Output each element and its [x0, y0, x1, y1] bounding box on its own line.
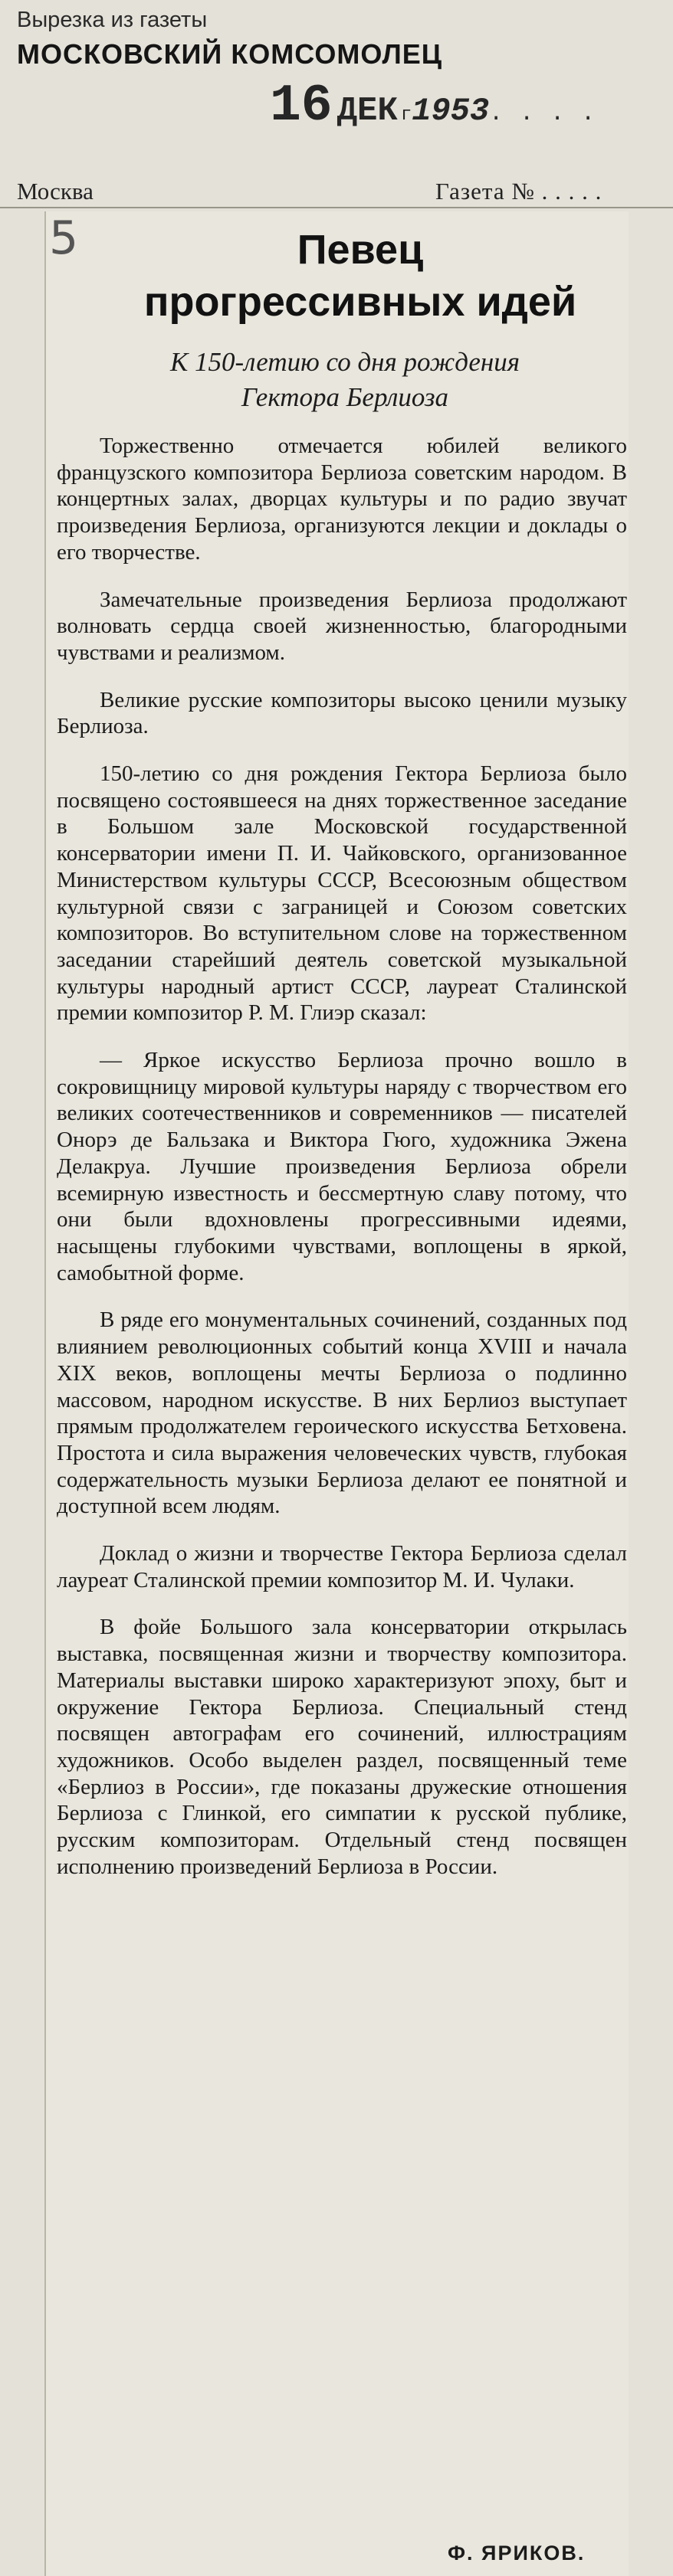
title-line-1: Певец: [297, 227, 424, 273]
stamp-dots: . . . .: [489, 101, 597, 127]
article-author: Ф. ЯРИКОВ.: [448, 2542, 586, 2565]
paragraph-4: 150-летию со дня рождения Гектора Берлиоза было посвящено состоявшееся на днях торжественное заседание в Большом зале Московской государственной консерватории имени П. И. Чайковского, организованное Министерством культуры СССР, Всесоюзным обществом культурной связи с заграницей и Союзом советских композиторов. Во вступительном слове на торжественном заседании старейший деятель советской музыкальной культуры народный артист СССР, лауреат Сталинской премии композитор Р. М. Глиэр сказал:: [57, 761, 627, 1026]
subtitle-line-1: К 150-летию со дня рождения: [169, 347, 520, 377]
subtitle-line-2: Гектора Берлиоза: [241, 382, 449, 412]
gazette-number-label: Газета № . . . . .: [435, 178, 602, 205]
clipping-label: Вырезка из газеты: [17, 8, 208, 32]
article-subtitle: [77, 345, 613, 415]
handwritten-number: 5: [49, 211, 79, 265]
city-label: Москва: [17, 178, 94, 205]
article-body: [57, 433, 627, 1900]
stamp-year: 1953: [412, 93, 490, 129]
stamp-day: 16: [270, 77, 333, 136]
paragraph-3: Великие русские композиторы высоко ценили музыку Берлиоза.: [57, 687, 627, 739]
paragraph-5-quote: — Яркое искусство Берлиоза прочно вошло в сокровищницу мировой культуры наряду с творчеством его великих соотечественников и современников — писателей Онорэ де Бальзака и Виктора Гюго, художника Эжена Делакруа. Лучшие произведения Берлиоза обрели всемирную известность и бессмертную славу потому, что они были вдохновлены прогрессивными идеями, насыщены глубокими чувствами, воплощены в яркой, самобытной форме.: [57, 1048, 627, 1285]
paragraph-2: Замечательные произведения Берлиоза продолжают волновать сердца своей жизненностью, благородными чувствами и реализмом.: [57, 587, 627, 665]
newspaper-name: МОСКОВСКИЙ КОМСОМОЛЕЦ: [17, 38, 443, 70]
article-title: [92, 224, 629, 328]
paragraph-1: Торжественно отмечается юбилей великого французского композитора Берлиоза советским народом. В концертных залах, дворцах культуры и по радио звучат произведения Берлиоза, организуются лекции и доклады о его творчестве.: [57, 434, 627, 565]
stamp-g-mark: г: [400, 105, 412, 126]
paragraph-7: Доклад о жизни и творчестве Гектора Берлиоза сделал лауреат Сталинской премии композитор М. И. Чулаки.: [57, 1541, 627, 1592]
stamp-month: ДЕК: [336, 92, 398, 130]
paragraph-8: В фойе Большого зала консерватории открылась выставка, посвященная жизни и творчеству композитора. Материалы выставки широко характеризуют эпоху, быт и окружение Гектора Берлиоза. Специальный стенд посвящен автографам его сочинений, иллюстрациям художников. Особо выделен раздел, посвященный теме «Берлиоз в России», где показаны дружеские отношения Берлиоза с Глинкой, его симпатии к русской публике, русским композиторам. Отдельный стенд посвящен исполнению произведений Берлиоза в России.: [57, 1615, 627, 1879]
paragraph-6: В ряде его монументальных сочинений, созданных под влиянием революционных событий конца XVIII и начала XIX веков, воплощены мечты Берлиоза о подлинно массовом, народном искусстве. В них Берлиоз выступает прямым продолжателем героического искусства Бетховена. Простота и сила выражения человеческих чувств, глубокая содержательность музыки Берлиоза делают ее понятной и доступной всем людям.: [57, 1308, 627, 1519]
title-line-2: прогрессивных идей: [143, 279, 577, 325]
date-stamp: [270, 77, 596, 136]
header-rule: [0, 207, 673, 208]
